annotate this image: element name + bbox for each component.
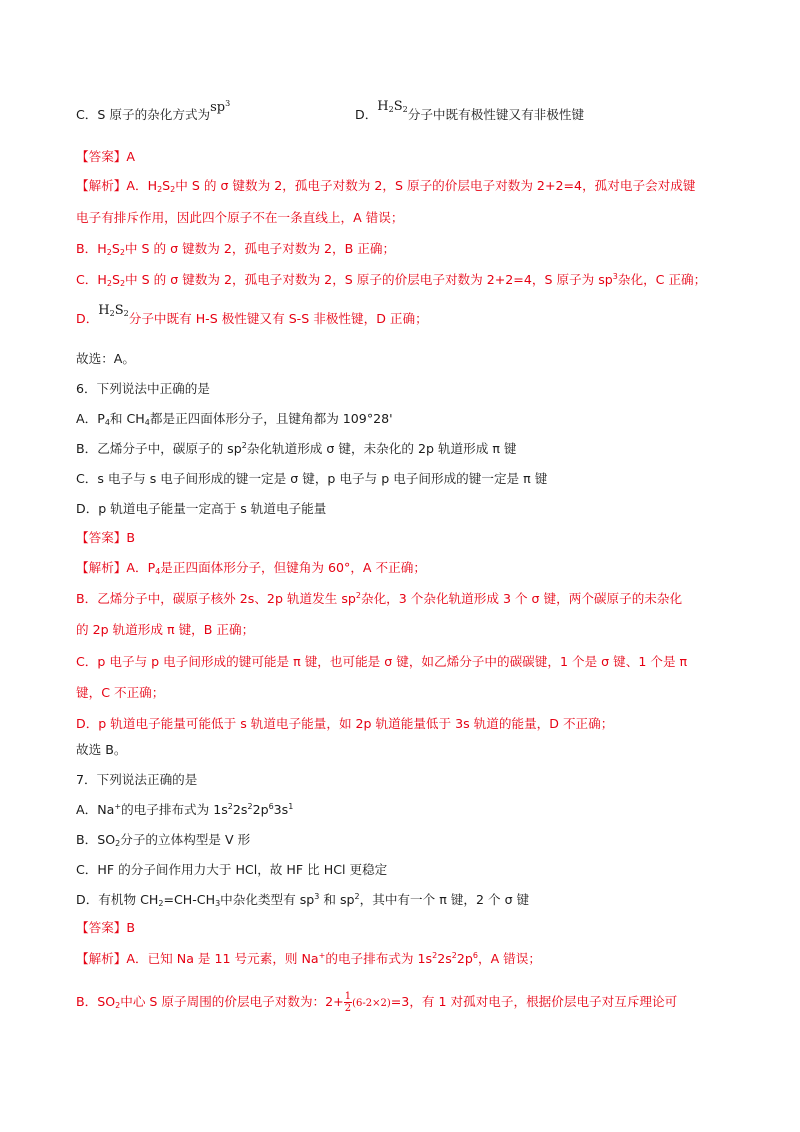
q5-exp-line4	[76, 271, 706, 289]
q6-exp-line6: D．p 轨道电子能量可能低于 s 轨道电子能量，如 2p 轨道能量低于 3s 轨道的能量，D 不正确；	[76, 716, 614, 731]
q7-exp-line1	[76, 950, 541, 968]
opt-text: A．Na	[76, 802, 115, 817]
q5-option-d-text: 分子中既有极性键又有非极性键	[407, 107, 585, 122]
sup: 2	[247, 802, 253, 811]
exp-text: D．	[76, 311, 99, 326]
fraction-half	[344, 991, 352, 1014]
sub: 2	[115, 1001, 121, 1010]
exp-text: B．H	[76, 241, 107, 256]
exp-text: 中 S 的 σ 键数为 2，孤电子对数为 2，S 原子的价层电子对数为 2+2=4，孤对电子会对成键	[175, 178, 696, 193]
q6-exp-line2	[76, 590, 682, 608]
sub: 4	[155, 567, 161, 576]
formula-h: H	[377, 99, 389, 114]
sup: 2	[432, 951, 438, 960]
q5-option-d-prefix: D．	[355, 107, 378, 122]
sup: 1	[288, 802, 294, 811]
opt-text: 和 sp	[319, 892, 355, 907]
exp-text: 杂化，3 个杂化轨道形成 3 个 σ 键，两个碳原子的未杂化	[360, 591, 683, 606]
sub: 2	[119, 279, 126, 288]
q7-option-b	[76, 831, 250, 849]
q6-exp-line5: 键，C 不正确；	[76, 685, 165, 700]
exp-text: 杂化，C 正确；	[617, 272, 707, 287]
opt-text: 和 CH	[109, 411, 145, 426]
sub: 2	[119, 248, 125, 257]
q6-exp-line1	[76, 559, 426, 577]
q5-option-c-formula	[210, 100, 230, 115]
q5-option-c	[76, 99, 231, 125]
opt-text: 都是正四面体形分子，且键角都为 109°28'	[149, 411, 393, 426]
q5-option-c-text: C．S 原子的杂化方式为	[76, 107, 211, 122]
q5-option-d	[355, 99, 585, 125]
q7-exp-line2	[76, 991, 677, 1014]
q5-exp-line1	[76, 177, 695, 195]
sup: +	[114, 802, 122, 811]
exp-text: 分子中既有 H-S 极性键又有 S-S 非极性键，D 正确；	[128, 311, 428, 326]
opt-text: 2s	[232, 802, 248, 817]
exp-text: C．H	[76, 272, 107, 287]
sub: 2	[170, 185, 176, 194]
q6-conclusion: 故选 B。	[76, 742, 127, 757]
exp-text: B．SO	[76, 994, 116, 1009]
formula-s: S	[393, 99, 403, 114]
opt-text: D．有机物 CH	[76, 892, 159, 907]
sup: 2	[241, 441, 247, 450]
h2s2-formula	[377, 99, 407, 114]
opt-text: 的电子排布式为 1s	[121, 802, 228, 817]
formula-s-sub: 2	[402, 105, 408, 114]
q6-exp-line3: 的 2p 轨道形成 π 键，B 正确；	[76, 622, 255, 637]
q6-option-c: C．s 电子与 s 电子间形成的键一定是 σ 键，p 电子与 p 电子间形成的键一定是 π 键	[76, 471, 548, 486]
q7-stem: 7．下列说法正确的是	[76, 772, 198, 787]
exp-text: 2p	[456, 951, 473, 966]
opt-text: 杂化轨道形成 σ 键，未杂化的 2p 轨道形成 π 键	[246, 441, 517, 456]
opt-text: A．P	[76, 411, 105, 426]
formula-expression: (6-2×2)	[352, 998, 391, 1009]
exp-text: 中 S 的 σ 键数为 2，孤电子对数为 2，B 正确；	[124, 241, 396, 256]
sup: 3	[314, 892, 320, 901]
exp-text: 【解析】A．已知 Na 是 11 号元素，则 Na	[76, 951, 319, 966]
sup: 2	[355, 591, 361, 600]
exp-text: S	[111, 241, 120, 256]
sub: 2	[158, 899, 164, 908]
exp-text: 2s	[437, 951, 452, 966]
sub: 2	[157, 185, 163, 194]
q6-stem: 6．下列说法中正确的是	[76, 381, 210, 396]
q5-answer: 【答案】A	[76, 149, 135, 164]
exp-text: 的电子排布式为 1s	[325, 951, 433, 966]
sub: 4	[104, 418, 110, 427]
formula-h-sub: 2	[388, 105, 394, 114]
exp-text: 是正四面体形分子，但键角为 60°，A 不正确；	[160, 560, 426, 575]
exp-text: 【解析】A．P	[76, 560, 156, 575]
exp-text: S	[111, 272, 120, 287]
opt-text: 中杂化类型有 sp	[220, 892, 315, 907]
q5-exp-line5	[76, 303, 428, 329]
formula-s: S	[114, 303, 124, 318]
exp-text: B．乙烯分子中，碳原子核外 2s、2p 轨道发生 sp	[76, 591, 356, 606]
q7-answer: 【答案】B	[76, 920, 136, 935]
sup: 3	[612, 272, 618, 281]
opt-text: =CH-CH	[163, 892, 216, 907]
opt-text: ，其中有一个 π 键，2 个 σ 键	[359, 892, 530, 907]
fraction-numerator: 1	[344, 991, 352, 1002]
q7-option-c: C．HF 的分子间作用力大于 HCl，故 HF 比 HCl 更稳定	[76, 862, 388, 877]
exp-text: S	[162, 178, 171, 193]
q7-option-d	[76, 891, 529, 909]
q6-option-d: D．p 轨道电子能量一定高于 s 轨道电子能量	[76, 501, 327, 516]
sp-sup: 3	[225, 99, 231, 108]
q5-exp-line2: 电子有排斥作用，因此四个原子不在一条直线上，A 错误；	[76, 210, 404, 225]
q6-answer: 【答案】B	[76, 530, 136, 545]
exp-text: ，A 错误；	[477, 951, 541, 966]
sub: 2	[115, 839, 121, 848]
sub: 2	[106, 248, 112, 257]
sub: 2	[123, 309, 129, 318]
exp-text: 中心 S 原子周围的价层电子对数为：2+	[120, 994, 344, 1009]
q6-option-a	[76, 410, 393, 428]
sup: 6	[268, 802, 274, 811]
sup: 2	[451, 951, 457, 960]
opt-text: 分子的立体构型是 V 形	[120, 832, 251, 847]
sup: +	[318, 951, 326, 960]
q6-exp-line4: C．p 电子与 p 电子间形成的键可能是 π 键，也可能是 σ 键，如乙烯分子中的碳碳键，1 个是 σ 键、1 个是 π	[76, 654, 688, 669]
q5-conclusion: 故选：A。	[76, 351, 135, 366]
opt-text: B．乙烯分子中，碳原子的 sp	[76, 441, 242, 456]
q5-exp-line3	[76, 240, 395, 258]
sub: 2	[106, 279, 112, 288]
exp-text: 中 S 的 σ 键数为 2，孤电子对数为 2，S 原子的价层电子对数为 2+2=4，S 原子为 sp	[125, 272, 613, 287]
q6-option-b	[76, 440, 517, 458]
q7-option-a	[76, 801, 293, 819]
sub: 3	[215, 899, 221, 908]
opt-text: 3s	[273, 802, 289, 817]
fraction-denominator: 2	[344, 1003, 352, 1014]
opt-text: 2p	[252, 802, 269, 817]
formula-h: H	[98, 303, 110, 318]
sup: 6	[472, 951, 478, 960]
h2s2-formula	[98, 303, 128, 318]
exp-text: 【解析】A．H	[76, 178, 158, 193]
opt-text: B．SO	[76, 832, 116, 847]
sp-text: sp	[210, 100, 226, 115]
sub: 4	[144, 418, 150, 427]
sub: 2	[109, 309, 115, 318]
sup: 2	[227, 802, 233, 811]
sup: 2	[354, 892, 360, 901]
exp-text: =3，有 1 对孤对电子，根据价层电子对互斥理论可	[390, 994, 678, 1009]
